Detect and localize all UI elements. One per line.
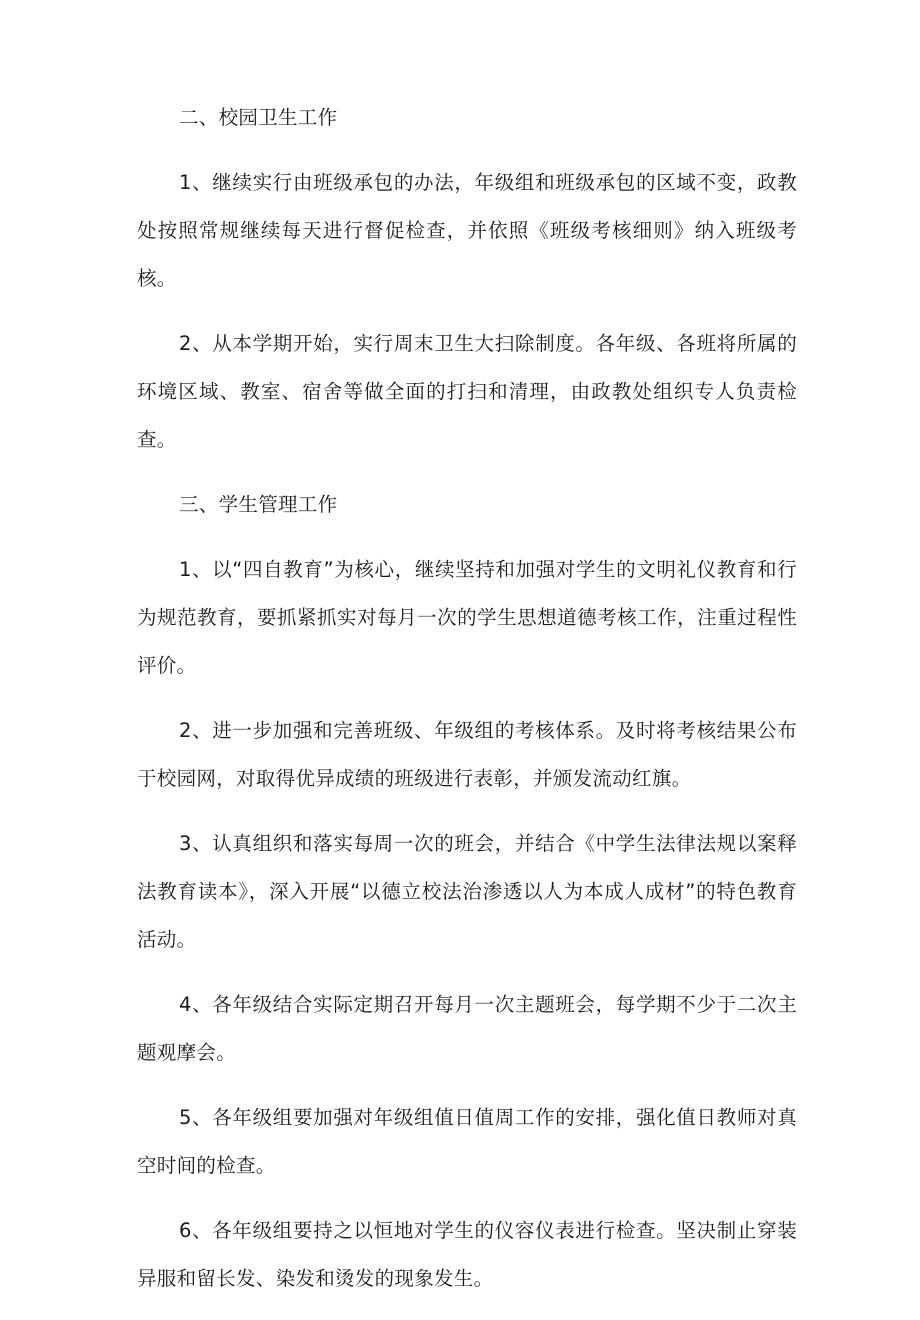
- section-heading-campus-hygiene: 二、校园卫生工作: [179, 106, 338, 129]
- paragraph-management-item-5: 5、各年级组要加强对年级组值日值周工作的安排，强化值日教师对真空时间的检查。: [137, 1106, 797, 1177]
- section-heading-student-management: 三、学生管理工作: [179, 493, 338, 516]
- paragraph-hygiene-item-1: 1、继续实行由班级承包的办法，年级组和班级承包的区域不变，政教处按照常规继续每天进行督促检查，并依照《班级考核细则》纳入班级考核。: [137, 171, 797, 290]
- paragraph-management-item-6: 6、各年级组要持之以恒地对学生的仪容仪表进行检查。坚决制止穿装异服和留长发、染发和烫发的现象发生。: [137, 1219, 797, 1290]
- paragraph-management-item-4: 4、各年级结合实际定期召开每月一次主题班会，每学期不少于二次主题观摩会。: [137, 993, 797, 1064]
- document-body: [137, 94, 797, 1320]
- paragraph-management-item-1: 1、以“四自教育”为核心，继续坚持和加强对学生的文明礼仪教育和行为规范教育，要抓紧抓实对每月一次的学生思想道德考核工作，注重过程性评价。: [137, 558, 797, 677]
- paragraph-management-item-2: 2、进一步加强和完善班级、年级组的考核体系。及时将考核结果公布于校园网，对取得优异成绩的班级进行表彰，并颁发流动红旗。: [137, 719, 797, 790]
- paragraph-management-item-3: 3、认真组织和落实每周一次的班会，并结合《中学生法律法规以案释法教育读本》，深入开展“以德立校法治渗透以人为本成人成材”的特色教育活动。: [137, 832, 797, 951]
- paragraph-hygiene-item-2: 2、从本学期开始，实行周末卫生大扫除制度。各年级、各班将所属的环境区域、教室、宿舍等做全面的打扫和清理，由政教处组织专人负责检查。: [137, 332, 797, 451]
